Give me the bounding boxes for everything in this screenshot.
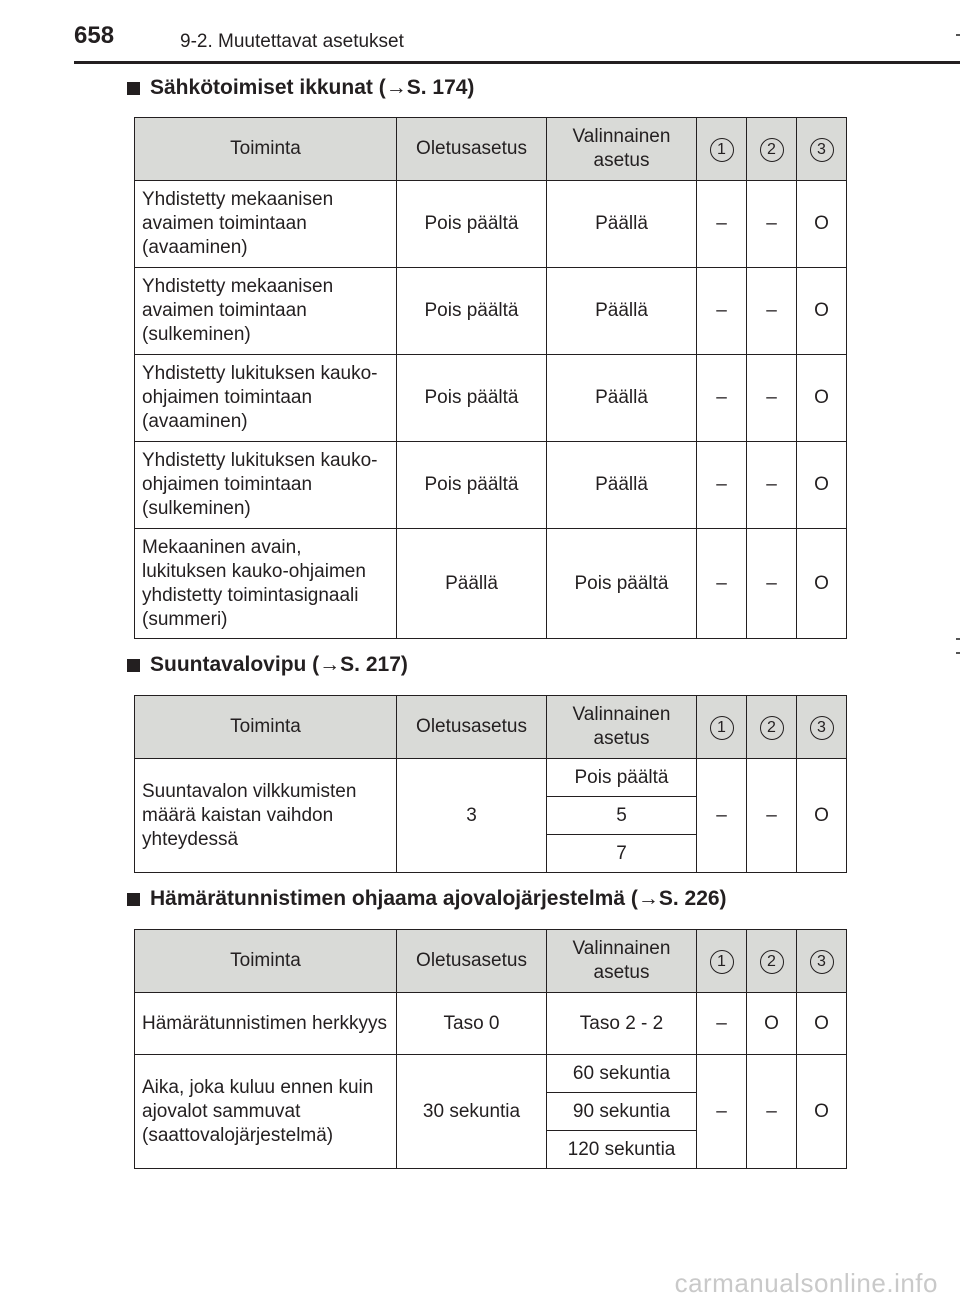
c3-cell: O xyxy=(797,355,847,442)
c3-cell: O xyxy=(797,181,847,268)
edge-mark xyxy=(956,638,960,640)
header-toiminta: Toiminta xyxy=(135,118,397,181)
c2-cell: – xyxy=(747,1055,797,1169)
c1-cell: – xyxy=(697,1055,747,1169)
header-oletus: Oletusasetus xyxy=(397,696,547,759)
option-cell: 5 xyxy=(547,797,697,835)
header-oletus: Oletusasetus xyxy=(397,118,547,181)
default-cell: 3 xyxy=(397,759,547,873)
default-cell: Pois päältä xyxy=(397,268,547,355)
table-row xyxy=(135,993,847,1055)
table-header-row xyxy=(135,930,847,993)
section-title-power-windows xyxy=(127,76,474,100)
c1-cell: – xyxy=(697,993,747,1055)
c1-cell: – xyxy=(697,268,747,355)
edge-mark xyxy=(956,34,960,36)
table-header-row xyxy=(135,118,847,181)
section-title-text: Sähkötoimiset ikkunat (→S. 174) xyxy=(150,76,475,99)
c1-cell: – xyxy=(697,529,747,639)
header-rule xyxy=(74,61,960,64)
c2-cell: – xyxy=(747,529,797,639)
bullet-square-icon xyxy=(127,893,140,906)
header-valinnainen: Valinnainen asetus xyxy=(547,118,697,181)
header-oletus: Oletusasetus xyxy=(397,930,547,993)
option-cell: Päällä xyxy=(547,268,697,355)
turn-signal-table xyxy=(134,695,847,873)
option-cell: 120 sekuntia xyxy=(547,1131,697,1169)
table-row xyxy=(135,442,847,529)
default-cell: Pois päältä xyxy=(397,442,547,529)
function-cell: Aika, joka kuluu ennen kuin ajovalot sammuvat (saattovalojärjestelmä) xyxy=(135,1055,397,1169)
option-cell: 7 xyxy=(547,835,697,873)
table-row xyxy=(135,181,847,268)
c2-cell: O xyxy=(747,993,797,1055)
header-c3: 3 xyxy=(797,696,847,759)
table-row xyxy=(135,355,847,442)
option-cell: 90 sekuntia xyxy=(547,1093,697,1131)
table-row xyxy=(135,759,847,797)
section-title-text: Suuntavalovipu (→S. 217) xyxy=(150,653,408,676)
default-cell: Pois päältä xyxy=(397,355,547,442)
default-cell: Pois päältä xyxy=(397,181,547,268)
function-cell: Yhdistetty mekaanisen avaimen toimintaan (sulkeminen) xyxy=(135,268,397,355)
header-valinnainen: Valinnainen asetus xyxy=(547,930,697,993)
function-cell: Mekaaninen avain, lukituksen kauko-ohjaimen yhdistetty toimintasignaali (summeri) xyxy=(135,529,397,639)
table-row xyxy=(135,1055,847,1093)
c2-cell: – xyxy=(747,442,797,529)
section-title-headlights xyxy=(127,887,727,911)
header-c3: 3 xyxy=(797,118,847,181)
option-cell: Päällä xyxy=(547,181,697,268)
option-cell: Taso 2 - 2 xyxy=(547,993,697,1055)
section-title-turn-signal xyxy=(127,653,408,677)
c3-cell: O xyxy=(797,529,847,639)
c1-cell: – xyxy=(697,181,747,268)
header-c1: 1 xyxy=(697,696,747,759)
function-cell: Suuntavalon vilkkumisten määrä kaistan vaihdon yhteydessä xyxy=(135,759,397,873)
section-title-text: Hämärätunnistimen ohjaama ajovalojärjestelmä (→S. 226) xyxy=(150,887,727,910)
header-toiminta: Toiminta xyxy=(135,930,397,993)
c1-cell: – xyxy=(697,442,747,529)
function-cell: Hämärätunnistimen herkkyys xyxy=(135,993,397,1055)
c3-cell: O xyxy=(797,442,847,529)
function-cell: Yhdistetty lukituksen kauko-ohjaimen toimintaan (sulkeminen) xyxy=(135,442,397,529)
c3-cell: O xyxy=(797,1055,847,1169)
function-cell: Yhdistetty lukituksen kauko-ohjaimen toimintaan (avaaminen) xyxy=(135,355,397,442)
chapter-title: 9-2. Muutettavat asetukset xyxy=(180,31,404,52)
default-cell: Päällä xyxy=(397,529,547,639)
option-cell: Päällä xyxy=(547,355,697,442)
header-c1: 1 xyxy=(697,930,747,993)
edge-mark xyxy=(956,652,960,654)
header-c2: 2 xyxy=(747,930,797,993)
option-cell: Pois päältä xyxy=(547,529,697,639)
header-c2: 2 xyxy=(747,118,797,181)
table-row xyxy=(135,529,847,639)
option-cell: Pois päältä xyxy=(547,759,697,797)
c1-cell: – xyxy=(697,355,747,442)
header-c1: 1 xyxy=(697,118,747,181)
bullet-square-icon xyxy=(127,659,140,672)
bullet-square-icon xyxy=(127,82,140,95)
c3-cell: O xyxy=(797,759,847,873)
header-toiminta: Toiminta xyxy=(135,696,397,759)
power-windows-table xyxy=(134,117,847,639)
c3-cell: O xyxy=(797,268,847,355)
default-cell: Taso 0 xyxy=(397,993,547,1055)
c2-cell: – xyxy=(747,181,797,268)
option-cell: Päällä xyxy=(547,442,697,529)
c2-cell: – xyxy=(747,268,797,355)
header-c2: 2 xyxy=(747,696,797,759)
option-cell: 60 sekuntia xyxy=(547,1055,697,1093)
headlight-table xyxy=(134,929,847,1169)
watermark: carmanualsonline.info xyxy=(674,1268,938,1298)
default-cell: 30 sekuntia xyxy=(397,1055,547,1169)
header-c3: 3 xyxy=(797,930,847,993)
function-cell: Yhdistetty mekaanisen avaimen toimintaan (avaaminen) xyxy=(135,181,397,268)
table-header-row xyxy=(135,696,847,759)
c3-cell: O xyxy=(797,993,847,1055)
table-row xyxy=(135,268,847,355)
header-valinnainen: Valinnainen asetus xyxy=(547,696,697,759)
c2-cell: – xyxy=(747,355,797,442)
c1-cell: – xyxy=(697,759,747,873)
page-number: 658 xyxy=(74,22,115,49)
c2-cell: – xyxy=(747,759,797,873)
